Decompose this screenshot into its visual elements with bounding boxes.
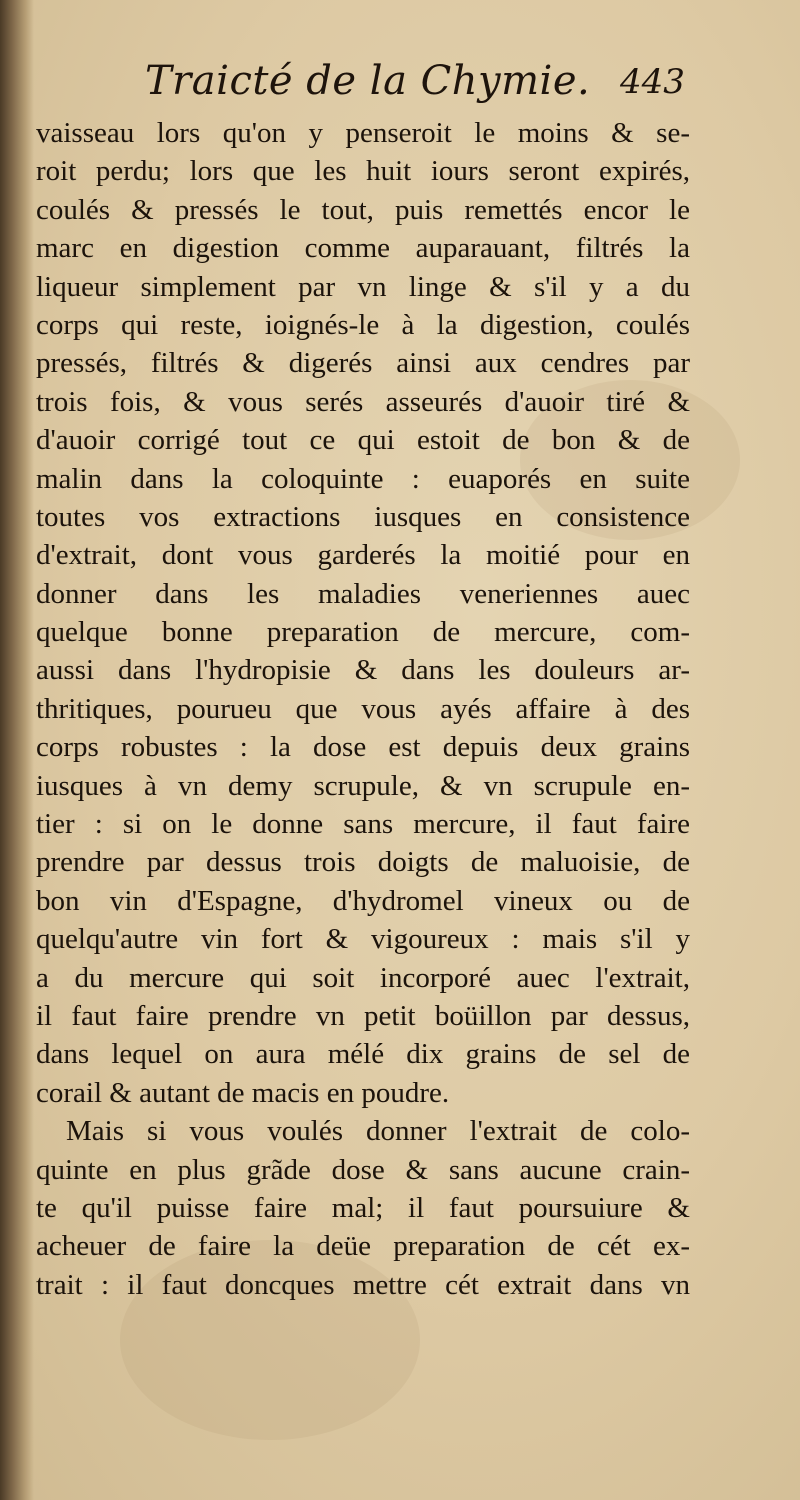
page-number: 443 (620, 62, 685, 102)
text-line: d'auoir corrigé tout ce qui estoit de bon & de (36, 424, 690, 457)
text-line: te qu'il puisse faire mal; il faut poursuiure & (36, 1191, 690, 1224)
text-line: dans lequel on aura mélé dix grains de sel de (36, 1038, 690, 1071)
text-line: quelque bonne preparation de mercure, com- (36, 616, 690, 649)
text-line: d'extrait, dont vous garderés la moitié pour en (36, 539, 690, 572)
text-line: thritiques, pourueu que vous ayés affaire à des (36, 692, 690, 725)
text-line: donner dans les maladies veneriennes auec (36, 577, 690, 610)
paragraph-first-line: Mais si vous voulés donner l'extrait de colo- (66, 1115, 690, 1148)
text-line: malin dans la coloquinte : euaporés en suite (36, 462, 690, 495)
text-line: marc en digestion comme auparauant, filtrés la (36, 232, 690, 265)
text-line: roit perdu; lors que les huit iours seront expirés, (36, 155, 690, 188)
text-line: quinte en plus grãde dose & sans aucune crain- (36, 1153, 690, 1186)
text-line: aussi dans l'hydropisie & dans les douleurs ar- (36, 654, 690, 687)
text-line: quelqu'autre vin fort & vigoureux : mais s'il y (36, 923, 690, 956)
text-line: iusques à vn demy scrupule, & vn scrupule en- (36, 769, 690, 802)
running-title: Traicté de la Chymie. (145, 58, 591, 104)
text-line: toutes vos extractions iusques en consistence (36, 500, 690, 533)
page-gutter-shadow (0, 0, 34, 1500)
body-text (36, 114, 690, 1304)
text-line: corps robustes : la dose est depuis deux grains (36, 731, 690, 764)
text-line: vaisseau lors qu'on y penseroit le moins & se- (36, 117, 690, 149)
text-line: liqueur simplement par vn linge & s'il y a du (36, 270, 690, 303)
text-line: corps qui reste, ioignés-le à la digestion, coulés (36, 308, 690, 341)
text-line: trois fois, & vous serés asseurés d'auoir tiré & (36, 385, 690, 418)
text-line: bon vin d'Espagne, d'hydromel vineux ou de (36, 884, 690, 917)
page-header (0, 58, 800, 114)
text-line: coulés & pressés le tout, puis remettés encor le (36, 193, 690, 226)
text-line: acheuer de faire la deüe preparation de cét ex- (36, 1230, 690, 1263)
text-line: trait : il faut doncques mettre cét extrait dans vn (36, 1268, 690, 1301)
text-line: il faut faire prendre vn petit boüillon par dessus, (36, 999, 690, 1032)
paragraph-last-line: corail & autant de macis en poudre. (36, 1076, 450, 1109)
text-line: a du mercure qui soit incorporé auec l'extrait, (36, 961, 690, 994)
text-line: prendre par dessus trois doigts de maluoisie, de (36, 846, 690, 879)
text-line: pressés, filtrés & digerés ainsi aux cendres par (36, 347, 690, 380)
text-line: tier : si on le donne sans mercure, il faut faire (36, 808, 690, 841)
